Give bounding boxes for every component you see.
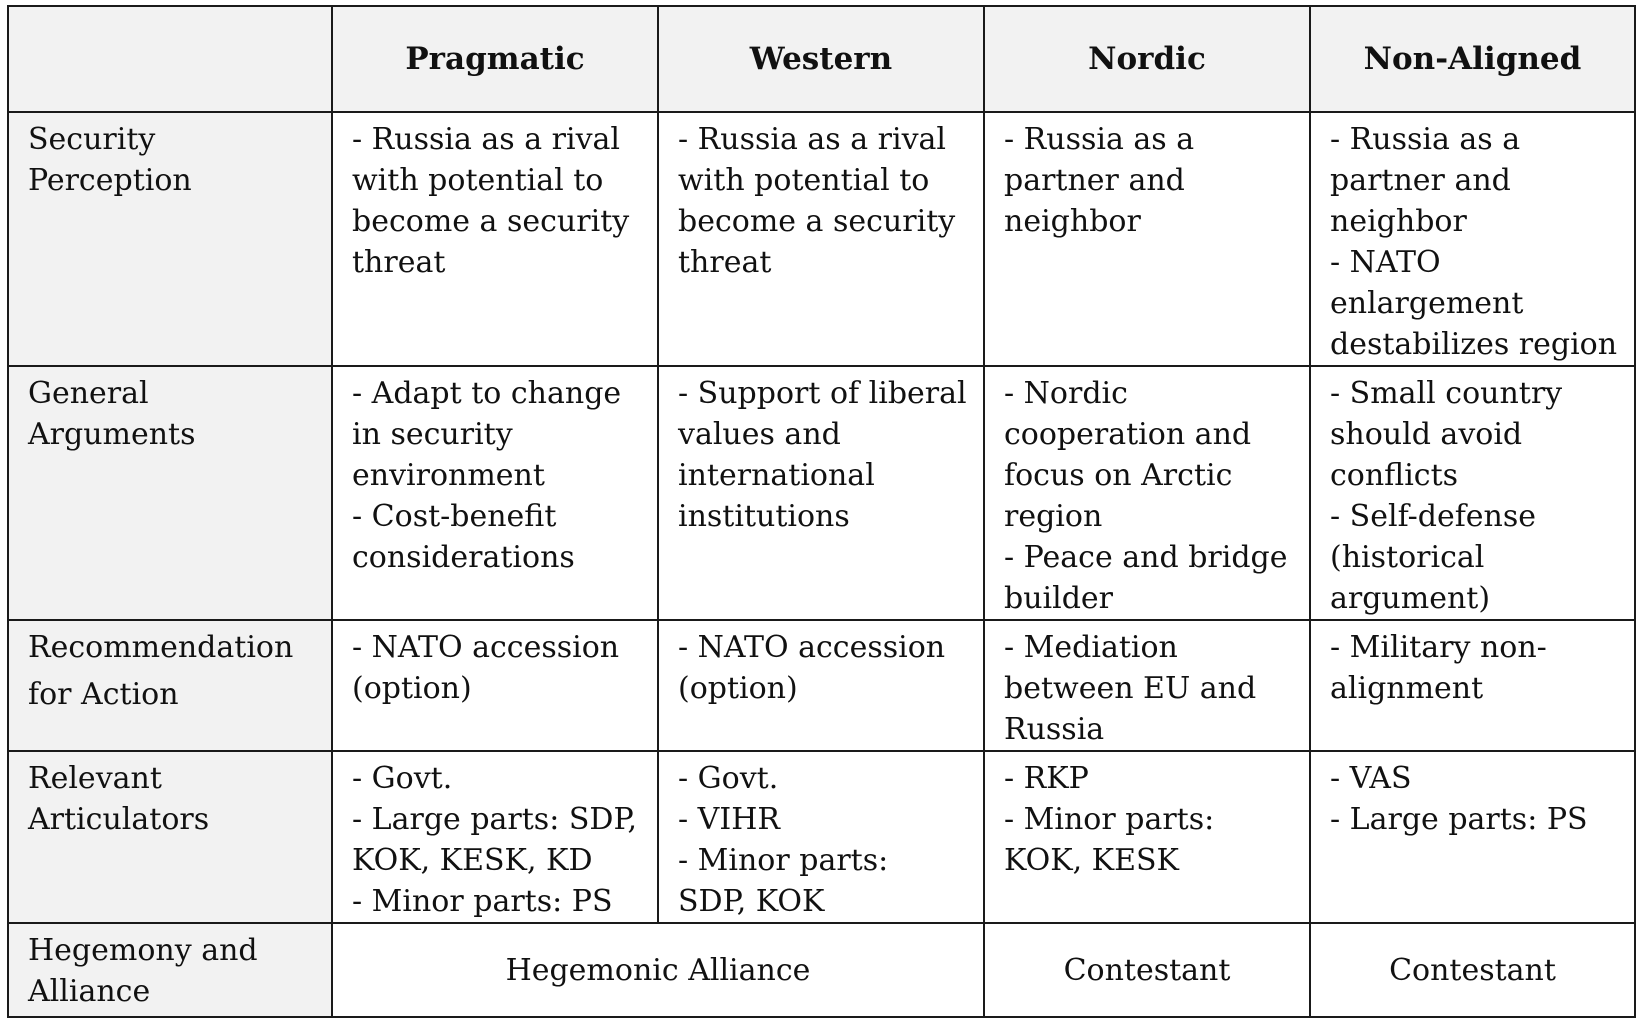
cell-line: Alliance: [28, 974, 151, 1009]
cell-line: international: [678, 458, 875, 493]
cell-recommendation-for-action-nordic: [984, 620, 1310, 751]
cell-line: Hegemony and: [28, 933, 258, 968]
cell-general-arguments-pragmatic: [332, 366, 658, 620]
cell-line: values and: [678, 417, 841, 452]
cell-line: - Russia as a: [1004, 122, 1195, 157]
cell-line: (option): [678, 671, 798, 706]
cell-line: - Russia as a rival: [352, 122, 620, 157]
cell-recommendation-for-action-pragmatic: [332, 620, 658, 751]
cell-line: - Support of liberal: [678, 376, 967, 411]
cell-general-arguments-nordic: [984, 366, 1310, 620]
cell-line: - Govt.: [678, 761, 779, 796]
cell-line: - NATO: [1330, 245, 1441, 280]
cell-line: become a security: [678, 204, 956, 239]
cell-line: Perception: [28, 163, 192, 198]
cell-line: builder: [1004, 581, 1114, 616]
cell-line: - Minor parts:: [1004, 802, 1215, 837]
discourse-coalitions-table: [7, 5, 1636, 1018]
cell-line: neighbor: [1004, 204, 1141, 239]
corner-cell: [8, 6, 332, 112]
cell-line: - Military non-: [1330, 630, 1547, 665]
cell-line: - Minor parts: PS: [352, 884, 613, 919]
row-header-general-arguments: [8, 366, 332, 620]
cell-line: cooperation and: [1004, 417, 1252, 452]
table-body: [8, 6, 1635, 1017]
cell-line: in security: [352, 417, 513, 452]
cell-line: - Peace and bridge: [1004, 540, 1288, 575]
cell-general-arguments-western: [658, 366, 984, 620]
cell-line: - NATO accession: [678, 630, 946, 665]
cell-security-perception-western: [658, 112, 984, 366]
cell-line: KOK, KESK, KD: [352, 843, 593, 878]
cell-line: - Govt.: [352, 761, 453, 796]
cell-general-arguments-non-aligned: [1310, 366, 1635, 620]
cell-line: General: [28, 376, 149, 411]
cell-recommendation-for-action-non-aligned: [1310, 620, 1635, 751]
cell-relevant-articulators-non-aligned: [1310, 751, 1635, 923]
row-header-hegemony-and-alliance: [8, 923, 332, 1017]
cell-line: - RKP: [1004, 761, 1089, 796]
hegemonic-alliance-cell: Hegemonic Alliance: [332, 923, 984, 1017]
table-row-hegemony-and-alliance: [8, 923, 1635, 1017]
header-row: [8, 6, 1635, 112]
cell-line: considerations: [352, 540, 575, 575]
cell-line: - Mediation: [1004, 630, 1178, 665]
non-aligned-contestant-cell: Contestant: [1310, 923, 1635, 1017]
cell-security-perception-non-aligned: [1310, 112, 1635, 366]
cell-relevant-articulators-nordic: [984, 751, 1310, 923]
cell-line: enlargement: [1330, 286, 1524, 321]
cell-relevant-articulators-western: [658, 751, 984, 923]
row-header-recommendation-for-action: [8, 620, 332, 751]
cell-line: SDP, KOK: [678, 884, 825, 919]
column-header-western: Western: [658, 6, 984, 112]
cell-line: - Cost-benefit: [352, 499, 557, 534]
cell-security-perception-pragmatic: [332, 112, 658, 366]
cell-line: (historical: [1330, 540, 1485, 575]
column-header-nordic: Nordic: [984, 6, 1310, 112]
nordic-contestant-cell: Contestant: [984, 923, 1310, 1017]
cell-line: - Adapt to change: [352, 376, 622, 411]
cell-line: - Russia as a rival: [678, 122, 946, 157]
cell-line: - NATO accession: [352, 630, 620, 665]
cell-line: - Self-defense: [1330, 499, 1537, 534]
cell-line: neighbor: [1330, 204, 1467, 239]
table-row-security-perception: [8, 112, 1635, 366]
cell-relevant-articulators-pragmatic: [332, 751, 658, 923]
cell-line: Russia: [1004, 712, 1105, 747]
cell-line: Articulators: [28, 802, 210, 837]
cell-line: - Small country: [1330, 376, 1563, 411]
cell-line: - VIHR: [678, 802, 780, 837]
cell-line: with potential to: [352, 163, 604, 198]
cell-line: - Minor parts:: [678, 843, 889, 878]
cell-line: - Large parts: PS: [1330, 802, 1588, 837]
cell-line: with potential to: [678, 163, 930, 198]
cell-recommendation-for-action-western: [658, 620, 984, 751]
cell-line: institutions: [678, 499, 850, 534]
cell-line: destabilizes region: [1330, 327, 1618, 362]
cell-line: become a security: [352, 204, 630, 239]
cell-line: - Large parts: SDP,: [352, 802, 638, 837]
row-header-security-perception: [8, 112, 332, 366]
cell-line: Recommendation: [28, 630, 294, 665]
cell-line: should avoid: [1330, 417, 1523, 452]
cell-line: for Action: [28, 677, 179, 712]
column-header-pragmatic: Pragmatic: [332, 6, 658, 112]
cell-line: Security: [28, 122, 156, 157]
cell-line: threat: [352, 245, 446, 280]
table-row-relevant-articulators: [8, 751, 1635, 923]
cell-line: - Russia as a: [1330, 122, 1521, 157]
cell-line: environment: [352, 458, 545, 493]
cell-line: region: [1004, 499, 1103, 534]
cell-line: - Nordic: [1004, 376, 1128, 411]
cell-line: between EU and: [1004, 671, 1257, 706]
column-header-non-aligned: Non-Aligned: [1310, 6, 1635, 112]
cell-line: KOK, KESK: [1004, 843, 1179, 878]
table-row-recommendation-for-action: [8, 620, 1635, 751]
cell-line: alignment: [1330, 671, 1484, 706]
cell-line: partner and: [1330, 163, 1511, 198]
cell-line: Relevant: [28, 761, 162, 796]
cell-line: conflicts: [1330, 458, 1459, 493]
cell-line: (option): [352, 671, 472, 706]
row-header-relevant-articulators: [8, 751, 332, 923]
cell-line: partner and: [1004, 163, 1185, 198]
table-row-general-arguments: [8, 366, 1635, 620]
cell-line: Arguments: [28, 417, 196, 452]
cell-line: focus on Arctic: [1004, 458, 1233, 493]
cell-line: argument): [1330, 581, 1491, 616]
cell-security-perception-nordic: [984, 112, 1310, 366]
cell-line: threat: [678, 245, 772, 280]
cell-line: - VAS: [1330, 761, 1412, 796]
